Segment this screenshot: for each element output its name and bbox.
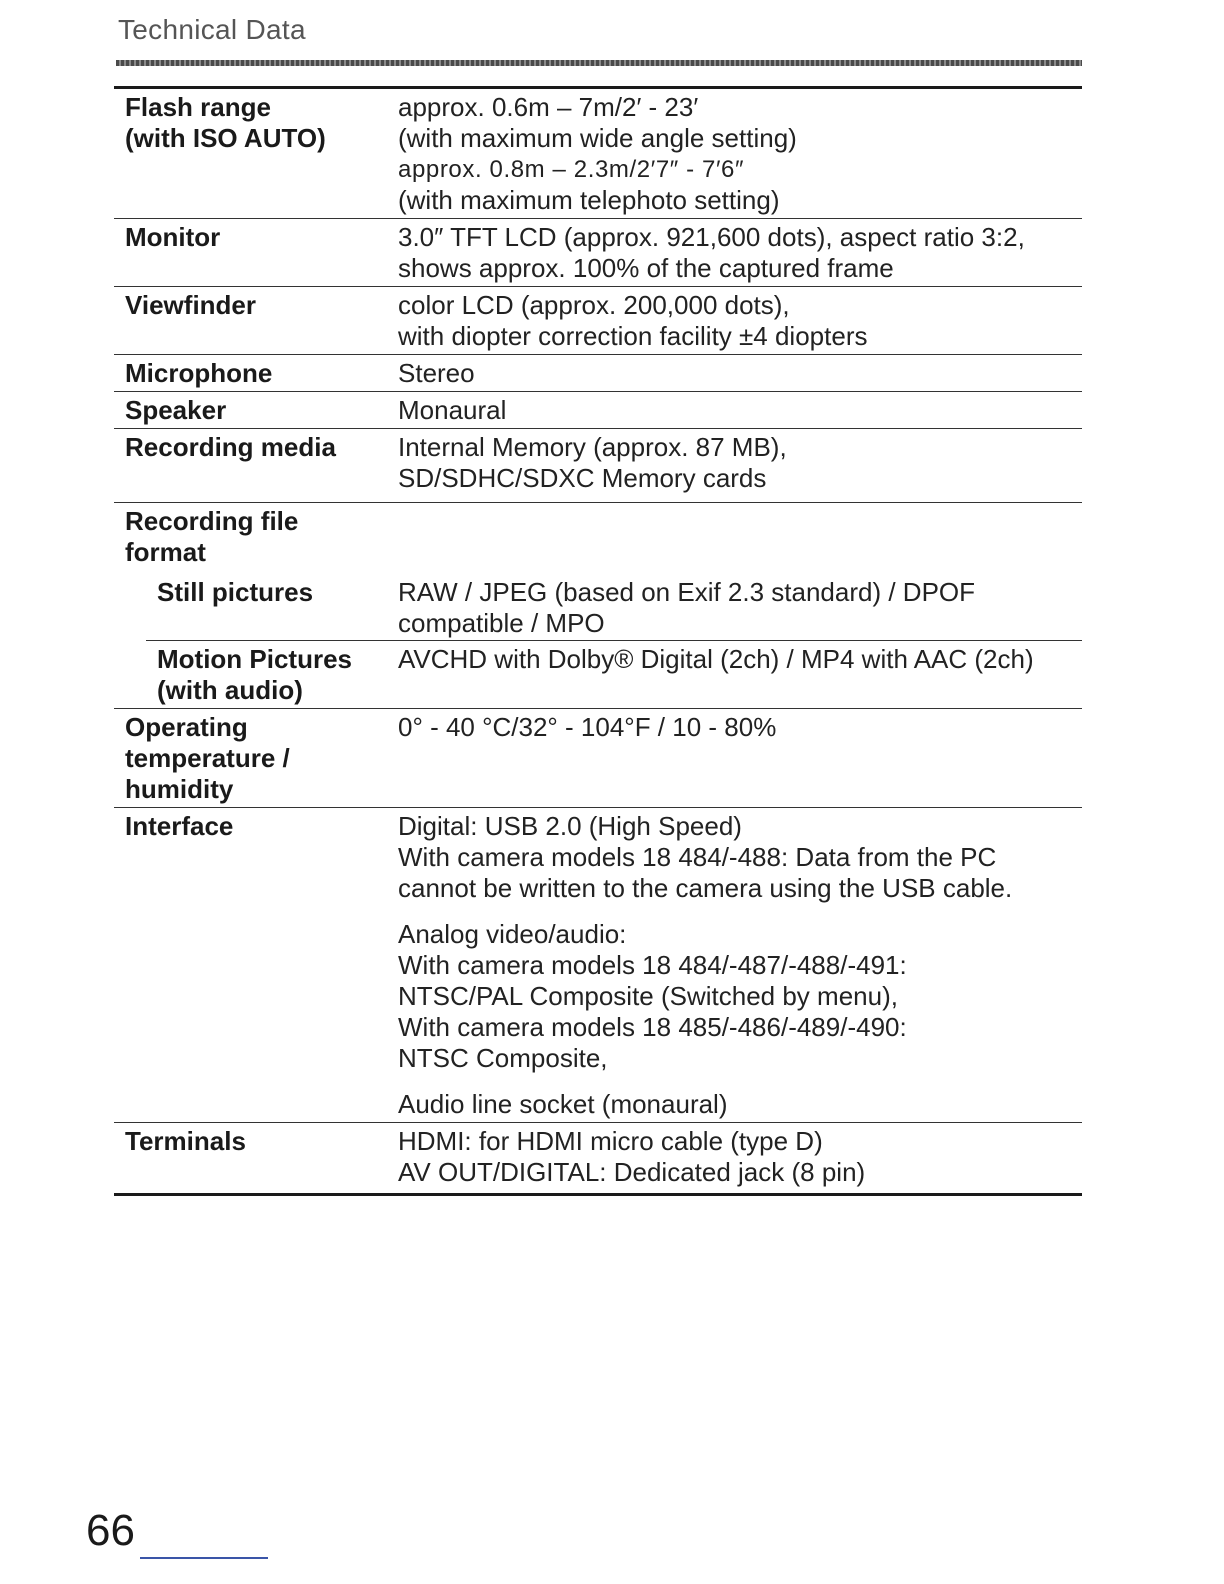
spec-row-terminals <box>114 1123 1082 1193</box>
spec-value <box>398 506 1082 568</box>
spec-value <box>398 577 1082 639</box>
spec-row-speaker <box>114 392 1082 429</box>
spec-value-line: (with maximum wide angle setting) <box>398 123 797 153</box>
spec-label-line: (with audio) <box>157 675 303 705</box>
header-rule <box>116 60 1082 66</box>
spec-value-line: Internal Memory (approx. 87 MB), <box>398 432 787 462</box>
spec-label-line: temperature / <box>125 743 290 773</box>
spec-label-line: Operating <box>125 712 248 742</box>
spec-value-line: SD/SDHC/SDXC Memory cards <box>398 463 767 493</box>
spec-label: Viewfinder <box>125 290 257 320</box>
spec-row-microphone <box>114 355 1082 392</box>
spec-value-line: Digital: USB 2.0 (High Speed) <box>398 811 742 841</box>
spec-label: Monitor <box>125 222 221 252</box>
spec-value-line: color LCD (approx. 200,000 dots), <box>398 290 790 320</box>
spec-value-line: NTSC Composite, <box>398 1043 608 1073</box>
spec-value: 0° - 40 °C/32° - 104°F / 10 - 80% <box>398 712 777 742</box>
spec-value-line: (with maximum telephoto setting) <box>398 185 780 215</box>
spec-value <box>398 432 1082 494</box>
spec-value <box>398 811 1082 1120</box>
spec-label: Terminals <box>125 1126 246 1156</box>
interface-digital-block <box>398 811 1072 904</box>
spec-value-line: Analog video/audio: <box>398 919 627 949</box>
spec-value-line: approx. 0.6m – 7m/2′ - 23′ <box>398 92 699 122</box>
spec-value-line: cannot be written to the camera using the USB cable. <box>398 873 1013 903</box>
spec-row-motion-pictures <box>114 641 1082 709</box>
spec-value-line: compatible / MPO <box>398 608 605 638</box>
spec-row-monitor <box>114 219 1082 287</box>
spec-value <box>398 290 1082 352</box>
spec-value-line: Audio line socket (monaural) <box>398 1089 728 1119</box>
spec-label <box>114 644 398 706</box>
spec-row-operating-temperature <box>114 709 1082 808</box>
spec-label-line: Flash range <box>125 92 271 122</box>
page-number: 66 <box>86 1506 135 1555</box>
spec-row-flash-range <box>114 89 1082 219</box>
spec-label-line: humidity <box>125 774 234 804</box>
spec-value: AVCHD with Dolby® Digital (2ch) / MP4 with AAC (2ch) <box>398 644 1034 674</box>
spec-row-recording-media <box>114 429 1082 503</box>
spec-label-line: (with ISO AUTO) <box>125 123 326 153</box>
spec-value <box>398 92 1082 216</box>
interface-audio-block <box>398 1089 1072 1120</box>
spec-value-line: approx. 0.8m – 2.3m/2′7″ - 7′6″ <box>398 156 745 183</box>
spec-value: Stereo <box>398 358 475 388</box>
spec-label-line: Motion Pictures <box>157 644 353 674</box>
spec-value-line: with diopter correction facility ±4 diopters <box>398 321 868 351</box>
spec-label-line: Recording file <box>125 506 299 536</box>
spec-label: Still pictures <box>157 577 314 607</box>
spec-value <box>398 1126 1082 1188</box>
spec-value-line: RAW / JPEG (based on Exif 2.3 standard) / DPOF <box>398 577 976 607</box>
spec-value-line: shows approx. 100% of the captured frame <box>398 253 894 283</box>
spec-value-line: With camera models 18 485/-486/-489/-490: <box>398 1012 907 1042</box>
spec-label: Speaker <box>125 395 227 425</box>
spec-value-line: 3.0″ TFT LCD (approx. 921,600 dots), aspect ratio 3:2, <box>398 222 1025 252</box>
spec-value <box>398 222 1082 284</box>
spec-value-line: With camera models 18 484/-487/-488/-491: <box>398 950 907 980</box>
spec-label <box>114 712 398 805</box>
spec-row-interface <box>114 808 1082 1123</box>
spec-label: Microphone <box>125 358 273 388</box>
spec-table <box>114 86 1082 1196</box>
spec-row-viewfinder <box>114 287 1082 355</box>
spec-row-still-pictures <box>114 574 1082 641</box>
spec-value-line: HDMI: for HDMI micro cable (type D) <box>398 1126 823 1156</box>
interface-analog-block <box>398 919 1072 1074</box>
spec-value-line: NTSC/PAL Composite (Switched by menu), <box>398 981 898 1011</box>
page-number-rule <box>140 1557 268 1559</box>
spec-row-recording-file-format <box>114 503 1082 574</box>
spec-value: Monaural <box>398 395 507 425</box>
spec-label <box>114 506 398 568</box>
spec-label: Interface <box>125 811 234 841</box>
page-header-title: Technical Data <box>118 14 306 45</box>
spec-label: Recording media <box>125 432 336 462</box>
spec-value-line: AV OUT/DIGITAL: Dedicated jack (8 pin) <box>398 1157 866 1187</box>
spec-label <box>114 92 398 216</box>
spec-value-line: With camera models 18 484/-488: Data from the PC <box>398 842 997 872</box>
spec-label-line: format <box>125 537 206 567</box>
